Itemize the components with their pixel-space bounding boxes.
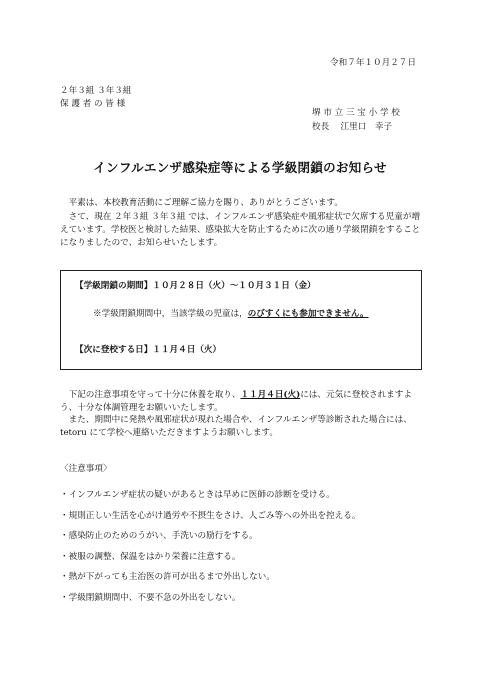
list-item: ・インフルエンザ症状の疑いがあるときは早めに医師の診断を受ける。	[60, 490, 335, 500]
request-text-b: には、元気に登校されますよう、十分な体調管理をお願いいたします。	[60, 390, 412, 413]
list-item: ・規則正しい生活を心がけ過労や不摂生をさけ、人ごみ等への外出を控える。	[60, 510, 361, 521]
list-item: ・熱が下がっても主治医の許可が出るまで外出しない。	[60, 572, 275, 583]
request-paragraph-1	[60, 389, 422, 415]
list-item: ・被服の調整、保温をはかり栄養に注意する。	[60, 551, 241, 562]
notes-heading: 〈注意事項〉	[60, 464, 112, 474]
sender-principal: 校長 江里口 幸子	[312, 122, 393, 132]
notice-title: インフルエンザ感染症等による学級閉鎖のお知らせ	[93, 160, 387, 175]
closure-note-emphasis: のびすくにも参加できません。	[247, 309, 369, 319]
issue-date: 令和７年１０月２７日	[330, 58, 416, 68]
closure-period: 【学級閉鎖の期間】１０月２８日（火）～１０月３１日（金）	[75, 281, 316, 291]
list-item: ・感染防止のためのうがい、手洗いの励行をする。	[60, 531, 258, 542]
recipient-classes: ２年３組 ３年３組	[60, 86, 132, 96]
intro-paragraph-2: さて、現在 ２年３組 ３年３組 では、インフルエンザ感染症や風邪症状で欠席する児童が増えています。学校医と検討した結果、感染拡大を防止するために次の通り学級閉鎖をすることになりましたので、お知らせいたします。	[60, 212, 421, 248]
intro-paragraph-1: 平素は、本校教育活動にご理解ご協力を賜り、ありがとうございます。	[60, 198, 343, 208]
closure-note-text: ※学級閉鎖期間中，当該学級の児童は，	[93, 309, 248, 319]
closure-note	[93, 307, 369, 319]
request-text-a: 下記の注意事項を守って十分に休養を取り、	[60, 390, 241, 400]
list-item: ・学級閉鎖期間中、不要不急の外出をしない。	[60, 592, 241, 603]
closure-info-box	[60, 270, 422, 370]
recipient-guardians: 保 護 者 の 皆 様	[60, 99, 126, 109]
notes-list	[60, 488, 360, 612]
return-date-emphasis: １１月４日(火)	[240, 390, 301, 400]
sender-school: 堺 市 立 三 宝 小 学 校	[312, 108, 400, 118]
request-paragraph-2: また、期間中に発熱や風邪症状が現れた場合や、インフルエンザ等診断された場合には、tetoru にて学校へ連絡いただきますようお願いします。	[60, 415, 412, 438]
next-school-day: 【次に登校する日】１１月４日（火）	[75, 345, 222, 355]
